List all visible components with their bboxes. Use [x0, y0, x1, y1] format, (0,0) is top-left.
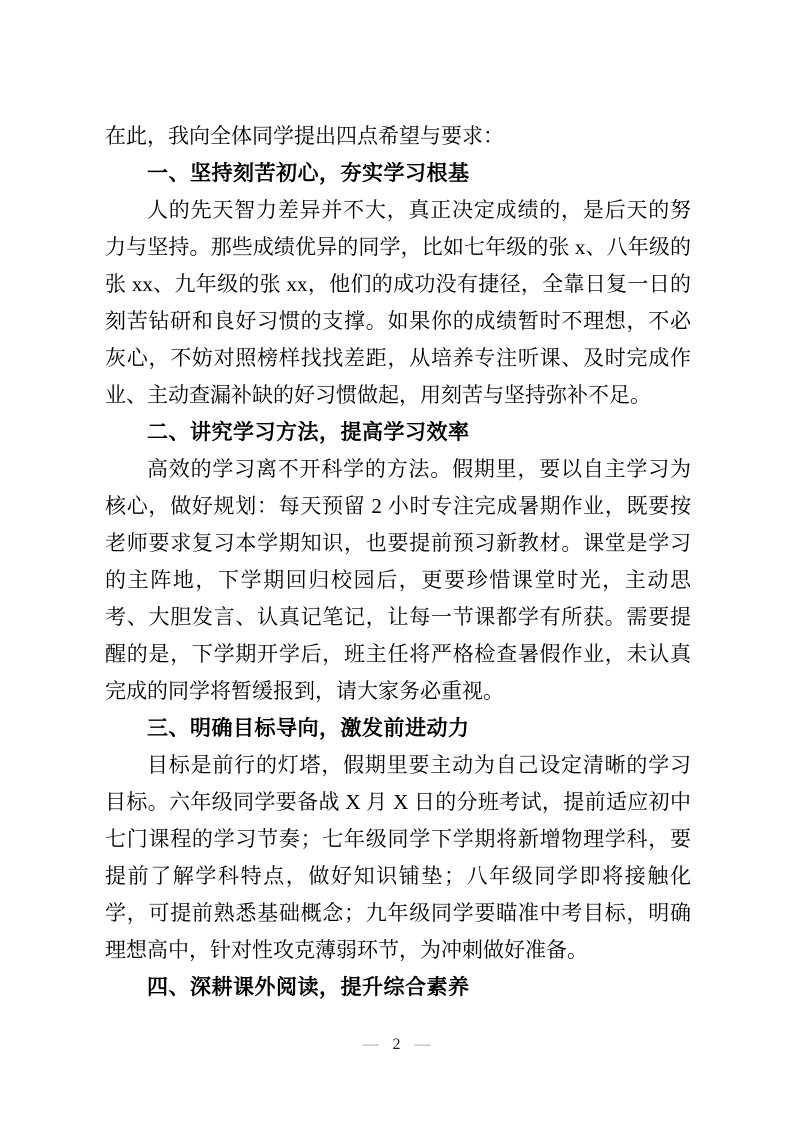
section-heading-2: 二、讲究学习方法，提高学习效率: [147, 421, 470, 444]
section-paragraph-2: 高效的学习离不开科学的方法。假期里，要以自主学习为核心，做好规划：每天预留 2 小时专注完成暑期作业，既要按老师要求复习本学期知识，也要提前预习新教材。课堂是学习的主阵地，下学期回归校园后，更要珍惜课堂时光，主动思考、大胆发言、认真记笔记，让每一节课都学有所获。需要提醒的是，下学期开学后，班主任将严格检查暑假作业，未认真完成的同学将暂缓报到，请大家务必重视。: [105, 457, 691, 703]
section-heading-4: 四、深耕课外阅读，提升综合素养: [147, 976, 470, 999]
page-number: 2: [392, 1036, 401, 1053]
page-footer: [0, 1034, 793, 1056]
footer-dash-right: —: [414, 1036, 431, 1053]
section-heading-3: 三、明确目标导向，激发前进动力: [147, 717, 470, 740]
section-paragraph-3: 目标是前行的灯塔，假期里要主动为自己设定清晰的学习目标。六年级同学要备战 X 月 X 日的分班考试，提前适应初中七门课程的学习节奏；七年级同学下学期将新增物理学科，要提前了解学科特点，做好知识铺垫；八年级同学即将接触化学，可提前熟悉基础概念；九年级同学要瞄准中考目标，明确理想高中，针对性攻克薄弱环节，为冲刺做好准备。: [105, 753, 691, 962]
section-heading-1: 一、坚持刻苦初心，夯实学习根基: [147, 162, 470, 185]
document-body: [105, 118, 691, 1006]
paragraph-intro: 在此，我向全体同学提出四点希望与要求：: [105, 124, 504, 148]
section-paragraph-1: 人的先天智力差异并不大，真正决定成绩的，是后天的努力与坚持。那些成绩优异的同学，比如七年级的张 x、八年级的张 xx、九年级的张 xx，他们的成功没有捷径，全靠日复一日的刻苦钻研和良好习惯的支撑。如果你的成绩暂时不理想，不必灰心，不妨对照榜样找找差距，从培养专注听课、及时完成作业、主动查漏补缺的好习惯做起，用刻苦与坚持弥补不足。: [105, 198, 691, 407]
footer-dash-left: —: [362, 1036, 379, 1053]
